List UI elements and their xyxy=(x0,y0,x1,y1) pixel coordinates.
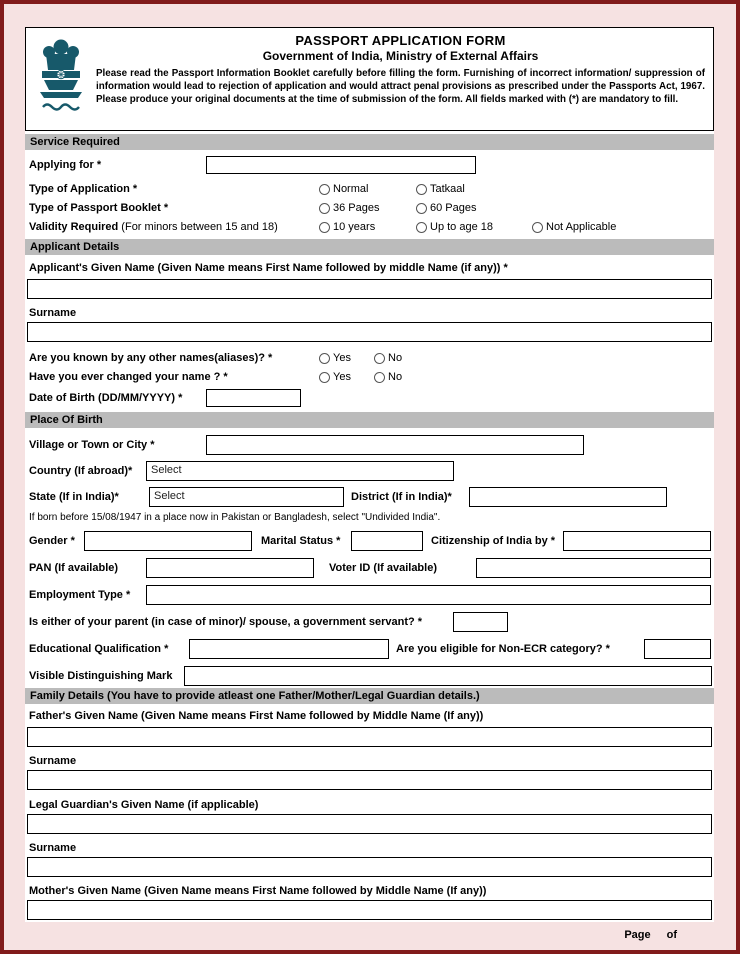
validity-na-option xyxy=(532,221,616,233)
section-place-of-birth: Place Of Birth xyxy=(25,412,714,428)
india-national-emblem-icon xyxy=(36,33,86,124)
row-gender-marital-citizenship xyxy=(25,531,714,551)
applicant-surname-label: Surname xyxy=(29,307,77,319)
marital-status-label: Marital Status * xyxy=(261,535,341,547)
district-input[interactable] xyxy=(469,487,667,507)
booklet-36-radio[interactable] xyxy=(319,203,330,214)
gender-input[interactable] xyxy=(84,531,252,551)
applicant-given-name-label: Applicant's Given Name (Given Name means First Name followed by middle Name (if any)) * xyxy=(29,262,508,274)
changed-name-label: Have you ever changed your name ? * xyxy=(29,371,228,383)
row-distinguishing-mark xyxy=(25,666,714,686)
employment-type-input[interactable] xyxy=(146,585,711,605)
guardian-surname-label: Surname xyxy=(29,842,77,854)
application-normal-radio[interactable] xyxy=(319,184,330,195)
row-state-district xyxy=(25,487,714,507)
changed-no-option xyxy=(374,371,402,383)
applying-for-input[interactable] xyxy=(206,156,476,174)
applicant-surname-input[interactable] xyxy=(27,322,712,342)
guardian-given-name-label: Legal Guardian's Given Name (if applicable) xyxy=(29,799,259,811)
validity-10years-label: 10 years xyxy=(333,221,376,233)
row-govt-servant xyxy=(25,612,714,632)
type-of-booklet-label: Type of Passport Booklet * xyxy=(29,202,169,214)
education-label: Educational Qualification * xyxy=(29,643,169,655)
validity-na-label: Not Applicable xyxy=(546,221,617,233)
application-tatkaal-radio[interactable] xyxy=(416,184,427,195)
validity-upto18-label: Up to age 18 xyxy=(430,221,493,233)
country-select[interactable]: Select xyxy=(146,461,454,481)
booklet-60-radio[interactable] xyxy=(416,203,427,214)
village-label: Village or Town or City * xyxy=(29,439,155,451)
father-given-name-label: Father's Given Name (Given Name means First Name followed by Middle Name (If any)) xyxy=(29,710,484,722)
page-label: Page xyxy=(624,929,651,941)
row-employment-type xyxy=(25,585,714,605)
validity-required-label: Validity Required (For minors between 15 and 18) xyxy=(29,221,278,233)
form-header xyxy=(25,27,714,131)
education-input[interactable] xyxy=(189,639,389,659)
validity-upto18-option xyxy=(416,221,532,233)
row-country xyxy=(25,461,714,481)
section-service-required: Service Required xyxy=(25,134,714,150)
distinguishing-mark-label: Visible Distinguishing Mark xyxy=(29,670,173,682)
non-ecr-input[interactable] xyxy=(644,639,711,659)
aliases-yes-label: Yes xyxy=(333,352,351,364)
district-label: District (If in India)* xyxy=(351,491,452,503)
father-surname-label: Surname xyxy=(29,755,77,767)
undivided-india-note: If born before 15/08/1947 in a place now in Pakistan or Bangladesh, select "Undivided India". xyxy=(29,512,441,523)
application-tatkaal-label: Tatkaal xyxy=(430,183,465,195)
booklet-36-option xyxy=(319,202,416,214)
validity-10years-radio[interactable] xyxy=(319,222,330,233)
changed-yes-radio[interactable] xyxy=(319,372,330,383)
row-pan-voter xyxy=(25,558,714,578)
applicant-given-name-input[interactable] xyxy=(27,279,712,299)
citizenship-label: Citizenship of India by * xyxy=(431,535,556,547)
guardian-given-name-input[interactable] xyxy=(27,814,712,834)
employment-type-label: Employment Type * xyxy=(29,589,131,601)
dob-input[interactable] xyxy=(206,389,301,407)
of-label: of xyxy=(666,929,677,941)
page-footer xyxy=(624,929,677,941)
gender-label: Gender * xyxy=(29,535,75,547)
booklet-60-label: 60 Pages xyxy=(430,202,477,214)
changed-yes-option xyxy=(319,371,374,383)
section-family-details: Family Details (You have to provide atleast one Father/Mother/Legal Guardian details.) xyxy=(25,688,714,704)
row-validity-required xyxy=(25,221,714,233)
changed-yes-label: Yes xyxy=(333,371,351,383)
row-changed-name xyxy=(25,371,714,383)
govt-servant-input[interactable] xyxy=(453,612,508,632)
mother-given-name-input[interactable] xyxy=(27,900,712,920)
distinguishing-mark-input[interactable] xyxy=(184,666,712,686)
form-container xyxy=(25,27,714,922)
aliases-yes-radio[interactable] xyxy=(319,353,330,364)
form-instructions: Please read the Passport Information Booklet carefully before filling the form. Furnishing of incorrect information/ suppression of information would lead to rejection of application and would attract penal provisions as prescribed under the Passports Act, 1967. Please produce your original documents at the time of submission of the form. All fields marked with (*) are mandatory to fill. xyxy=(96,68,705,105)
row-date-of-birth xyxy=(25,389,714,407)
village-input[interactable] xyxy=(206,435,584,455)
aliases-label: Are you known by any other names(aliases)? * xyxy=(29,352,273,364)
type-of-application-label: Type of Application * xyxy=(29,183,138,195)
state-select[interactable]: Select xyxy=(149,487,344,507)
citizenship-input[interactable] xyxy=(563,531,711,551)
validity-upto18-radio[interactable] xyxy=(416,222,427,233)
application-normal-label: Normal xyxy=(333,183,369,195)
dob-label: Date of Birth (DD/MM/YYYY) * xyxy=(29,392,183,404)
booklet-60-option xyxy=(416,202,476,214)
row-village-town-city xyxy=(25,435,714,455)
section-applicant-details: Applicant Details xyxy=(25,239,714,255)
aliases-yes-option xyxy=(319,352,374,364)
validity-required-note: (For minors between 15 and 18) xyxy=(118,221,278,233)
aliases-no-label: No xyxy=(388,352,403,364)
guardian-surname-input[interactable] xyxy=(27,857,712,877)
voter-id-label: Voter ID (If available) xyxy=(329,562,437,574)
pan-label: PAN (If available) xyxy=(29,562,119,574)
row-type-of-booklet xyxy=(25,202,714,214)
applying-for-label: Applying for * xyxy=(29,159,102,171)
changed-no-radio[interactable] xyxy=(374,372,385,383)
row-aliases xyxy=(25,352,714,364)
aliases-no-radio[interactable] xyxy=(374,353,385,364)
aliases-no-option xyxy=(374,352,402,364)
row-education-nonecr xyxy=(25,639,714,659)
voter-id-input[interactable] xyxy=(476,558,711,578)
application-normal-option xyxy=(319,183,416,195)
form-subtitle: Government of India, Ministry of External Affairs xyxy=(262,49,539,63)
mother-given-name-label: Mother's Given Name (Given Name means First Name followed by Middle Name (If any)) xyxy=(29,885,487,897)
father-given-name-input[interactable] xyxy=(27,727,712,747)
row-applying-for xyxy=(25,156,714,174)
application-tatkaal-option xyxy=(416,183,465,195)
father-surname-input[interactable] xyxy=(27,770,712,790)
country-label: Country (If abroad)* xyxy=(29,465,133,477)
form-title: PASSPORT APPLICATION FORM xyxy=(295,33,506,48)
changed-no-label: No xyxy=(388,371,403,383)
validity-na-radio[interactable] xyxy=(532,222,543,233)
non-ecr-label: Are you eligible for Non-ECR category? * xyxy=(396,643,610,655)
header-text-block xyxy=(96,33,705,124)
validity-10years-option xyxy=(319,221,416,233)
marital-status-input[interactable] xyxy=(351,531,423,551)
booklet-36-label: 36 Pages xyxy=(333,202,380,214)
state-label: State (If in India)* xyxy=(29,491,119,503)
row-type-of-application xyxy=(25,183,714,195)
pan-input[interactable] xyxy=(146,558,314,578)
govt-servant-label: Is either of your parent (in case of minor)/ spouse, a government servant? * xyxy=(29,616,423,628)
